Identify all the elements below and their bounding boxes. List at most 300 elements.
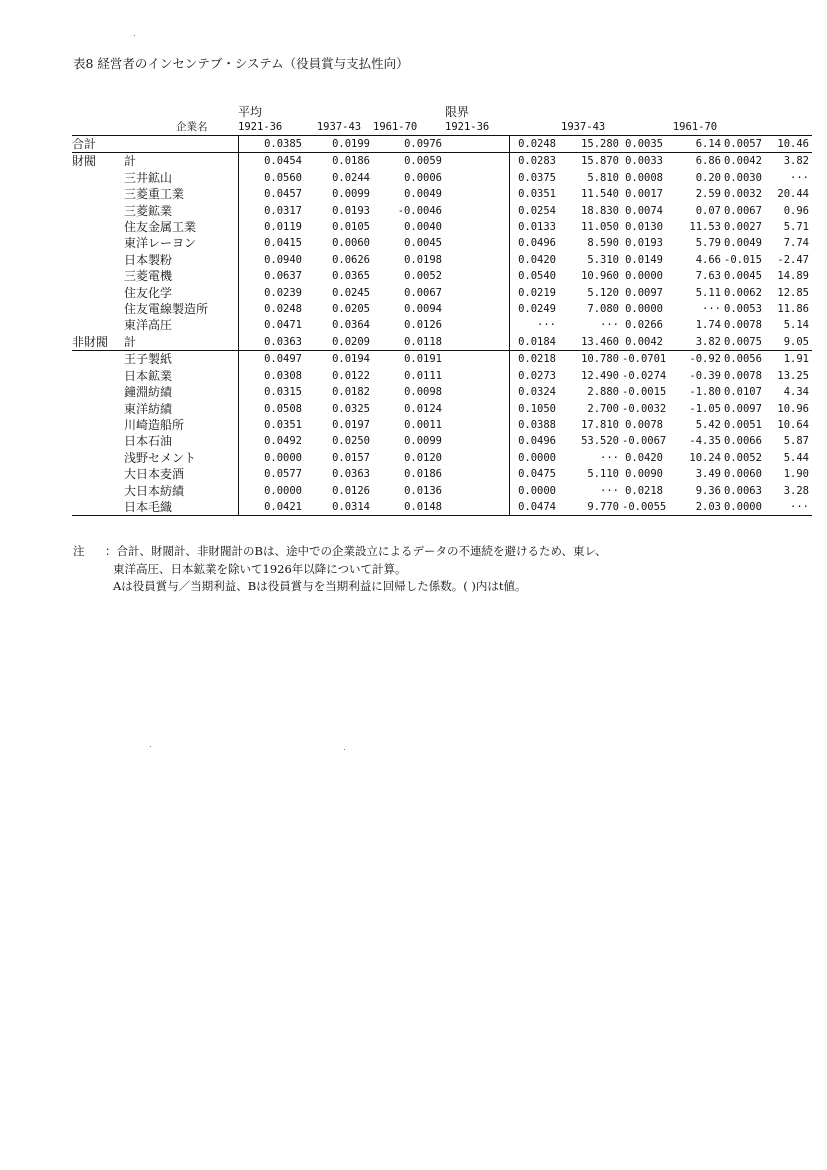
value-cell: 2.880 — [587, 386, 619, 399]
value-cell: 0.0471 — [238, 317, 305, 333]
value-cell: 0.0000 — [238, 483, 305, 499]
value-cell: 0.0385 — [238, 136, 305, 153]
value-cell: 0.0118 — [373, 334, 445, 351]
value-cell: 3.49 — [695, 468, 721, 481]
value-cell: 11.050 — [581, 221, 619, 234]
value-cell: 0.0184 — [509, 334, 559, 351]
spacer-cell — [445, 186, 509, 202]
value-cell: 0.0120 — [404, 451, 442, 464]
value-cell: 0.0060 — [332, 237, 370, 250]
spacer-cell — [445, 401, 509, 417]
value-cell: 0.0191 — [404, 353, 442, 366]
value-cell: 17.810 — [581, 418, 619, 431]
value-cell: 0.0122 — [332, 369, 370, 382]
value-cell: 5.810 — [587, 171, 619, 184]
value-cell: 0.0126 — [404, 319, 442, 332]
company-name: 東洋高圧 — [124, 318, 173, 333]
company-name: 日本鉱業 — [124, 368, 173, 383]
scan-speck — [344, 749, 345, 750]
table-row — [72, 170, 812, 186]
value-cell: 0.0420 — [509, 252, 559, 268]
value-cell: -0.92 — [689, 353, 721, 366]
value-cell: 0.0218 — [625, 484, 663, 497]
value-cell: 0.0090 — [625, 468, 663, 481]
table-row — [72, 466, 812, 482]
value-cell: ··· — [600, 451, 619, 464]
value-cell: 0.0273 — [509, 368, 559, 384]
value-cell: -0.0067 — [622, 435, 667, 448]
value-cell: 0.0042 — [724, 155, 762, 168]
table-row — [72, 433, 812, 449]
company-name: 浅野セメント — [124, 450, 197, 465]
table-row — [72, 317, 812, 333]
value-cell: 0.0560 — [238, 170, 305, 186]
value-cell: 0.0218 — [509, 351, 559, 368]
value-cell: 0.0000 — [625, 303, 663, 316]
value-cell: 0.0308 — [238, 368, 305, 384]
value-cell: 0.0126 — [332, 484, 370, 497]
spacer-cell — [445, 317, 509, 333]
value-cell: 0.0062 — [724, 286, 762, 299]
value-cell: 0.0000 — [509, 450, 559, 466]
value-cell: 0.0186 — [404, 468, 442, 481]
note-line: ：合計、財閥計、非財閥計のBは、途中での企業設立によるデータの不連続を避けるため、東レ、 — [105, 544, 607, 558]
spacer-cell — [445, 384, 509, 400]
value-cell: 0.0198 — [404, 253, 442, 266]
group-label — [72, 252, 124, 268]
value-cell: 10.960 — [581, 270, 619, 283]
value-cell: 0.0042 — [622, 334, 666, 351]
group-label — [72, 268, 124, 284]
value-cell: 0.0040 — [404, 221, 442, 234]
company-name: 計 — [124, 334, 238, 351]
value-cell: 0.0000 — [625, 270, 663, 283]
table-row — [72, 219, 812, 235]
value-cell: 0.0421 — [238, 499, 305, 516]
value-cell: 10.46 — [762, 136, 812, 153]
value-cell: 0.0250 — [332, 435, 370, 448]
group-label — [72, 170, 124, 186]
group-label — [72, 417, 124, 433]
company-name: 大日本麦酒 — [124, 467, 185, 482]
value-cell: 4.66 — [695, 253, 721, 266]
value-cell: 11.53 — [689, 221, 721, 234]
value-cell: 0.0105 — [332, 221, 370, 234]
value-cell: 0.0053 — [724, 303, 762, 316]
value-cell: -0.0046 — [397, 204, 442, 217]
value-cell: ··· — [509, 317, 559, 333]
table-row — [72, 268, 812, 284]
value-cell: 11.540 — [581, 188, 619, 201]
value-cell: 0.0033 — [625, 155, 663, 168]
group-label: 非財閥 — [72, 334, 124, 351]
value-cell: 0.0474 — [509, 499, 559, 516]
period-header: 1961-70 — [373, 119, 445, 136]
value-cell: -1.05 — [689, 402, 721, 415]
value-cell: 0.0940 — [238, 252, 305, 268]
value-cell: 0.07 — [695, 204, 721, 217]
note-mark: 注 — [73, 544, 85, 558]
value-cell: 5.310 — [587, 253, 619, 266]
scan-speck — [134, 35, 135, 36]
value-cell: 0.0577 — [238, 466, 305, 482]
value-cell: 5.11 — [695, 286, 721, 299]
spacer-cell — [445, 285, 509, 301]
value-cell: 0.0000 — [238, 450, 305, 466]
table-row — [72, 401, 812, 417]
value-cell: 0.0099 — [332, 188, 370, 201]
spacer-cell — [445, 252, 509, 268]
value-cell: 11.86 — [777, 303, 809, 316]
value-cell: 0.0008 — [625, 171, 663, 184]
company-name: 大日本紡績 — [124, 483, 185, 498]
group-label — [72, 317, 124, 333]
spacer-cell — [445, 368, 509, 384]
value-cell: 0.0540 — [509, 268, 559, 284]
value-cell: 0.0017 — [625, 188, 663, 201]
value-cell: 0.0049 — [404, 188, 442, 201]
spacer-cell — [445, 268, 509, 284]
value-cell: 5.110 — [587, 468, 619, 481]
group-label: 合計 — [72, 136, 124, 153]
value-cell: ··· — [762, 499, 812, 516]
group-label — [72, 351, 124, 368]
value-cell: 0.0315 — [238, 384, 305, 400]
value-cell: 0.0097 — [724, 402, 762, 415]
value-cell: 0.0637 — [238, 268, 305, 284]
table-row — [72, 334, 812, 351]
value-cell: 0.0508 — [238, 401, 305, 417]
company-name: 三菱鉱業 — [124, 203, 173, 218]
value-cell: -2.47 — [777, 253, 809, 266]
spacer-cell — [445, 417, 509, 433]
period-header: 1937-43 — [559, 119, 622, 136]
group-label — [72, 384, 124, 400]
company-name: 東洋紡績 — [124, 401, 173, 416]
value-cell: 0.0492 — [238, 433, 305, 449]
value-cell: 0.0324 — [509, 384, 559, 400]
company-name: 日本製粉 — [124, 252, 173, 267]
value-cell: 0.0066 — [724, 435, 762, 448]
value-cell: 0.0011 — [404, 418, 442, 431]
value-cell: 5.120 — [587, 286, 619, 299]
value-cell: 0.0457 — [238, 186, 305, 202]
group-label: 財閥 — [72, 154, 97, 169]
company-name: 三井鉱山 — [124, 170, 173, 185]
group-label — [72, 203, 124, 219]
table-row — [72, 483, 812, 499]
value-cell: 1.74 — [695, 319, 721, 332]
value-cell: -4.35 — [689, 435, 721, 448]
value-cell: 0.0030 — [724, 171, 762, 184]
value-cell: 5.14 — [783, 319, 809, 332]
company-name: 住友金属工業 — [124, 220, 197, 235]
value-cell: -0.0032 — [622, 402, 667, 415]
table-note — [73, 543, 793, 596]
value-cell: 0.0245 — [332, 286, 370, 299]
value-cell: 0.0325 — [332, 402, 370, 415]
value-cell: 10.24 — [689, 451, 721, 464]
value-cell: 0.0375 — [509, 170, 559, 186]
value-cell: 0.0000 — [509, 483, 559, 499]
value-cell: ··· — [600, 484, 619, 497]
value-cell: 0.0006 — [404, 171, 442, 184]
spacer-cell — [445, 433, 509, 449]
value-cell: 0.0130 — [625, 221, 663, 234]
value-cell: 15.870 — [581, 155, 619, 168]
table-row — [72, 153, 812, 170]
value-cell: -0.0015 — [622, 386, 667, 399]
table-body — [72, 136, 812, 516]
spacer-cell — [445, 203, 509, 219]
group-label — [72, 235, 124, 251]
value-cell: 0.0074 — [625, 204, 663, 217]
group-label — [72, 466, 124, 482]
note-body — [105, 543, 793, 596]
value-cell: 18.830 — [581, 204, 619, 217]
value-cell: 0.0197 — [332, 418, 370, 431]
value-cell: 0.0193 — [332, 204, 370, 217]
company-name: 日本石油 — [124, 434, 173, 449]
value-cell: 0.0266 — [625, 319, 663, 332]
company-name: 住友化学 — [124, 285, 173, 300]
group-label — [72, 499, 124, 516]
value-cell: 2.700 — [587, 402, 619, 415]
table-row — [72, 351, 812, 368]
table-title: 表8 経営者のインセンテブ・システム（役員賞与支払性向） — [73, 56, 409, 71]
value-cell: 0.0209 — [305, 334, 373, 351]
table-row — [72, 450, 812, 466]
value-cell: 0.0035 — [622, 136, 666, 153]
value-cell: 0.0182 — [332, 386, 370, 399]
value-cell: 0.0365 — [332, 270, 370, 283]
value-cell: 0.0497 — [238, 351, 305, 368]
value-cell: 0.0148 — [373, 499, 445, 516]
company-name: 東洋レーヨン — [124, 236, 197, 251]
company-name: 日本毛織 — [124, 499, 238, 516]
spacer-cell — [445, 450, 509, 466]
value-cell: 0.1050 — [509, 401, 559, 417]
value-cell: 0.0317 — [238, 203, 305, 219]
value-cell: 13.460 — [559, 334, 622, 351]
value-cell: 3.82 — [783, 155, 809, 168]
table-row — [72, 186, 812, 202]
value-cell: 5.42 — [695, 418, 721, 431]
spacer-cell — [445, 499, 509, 516]
value-cell: 0.0027 — [724, 221, 762, 234]
value-cell: 0.0420 — [625, 451, 663, 464]
value-cell: 8.590 — [587, 237, 619, 250]
value-cell: 14.89 — [777, 270, 809, 283]
value-cell: 0.0056 — [724, 353, 762, 366]
spacer-cell — [445, 136, 509, 153]
value-cell: 0.0049 — [724, 237, 762, 250]
value-cell: -0.0055 — [622, 499, 666, 516]
value-cell: 0.0254 — [509, 203, 559, 219]
value-cell: 5.79 — [695, 237, 721, 250]
value-cell: 0.0078 — [724, 369, 762, 382]
value-cell: 0.0186 — [332, 155, 370, 168]
value-cell: 0.0099 — [404, 435, 442, 448]
value-cell: 0.0351 — [238, 417, 305, 433]
value-cell: ··· — [600, 319, 619, 332]
value-cell: 0.0199 — [305, 136, 373, 153]
value-cell: 0.0032 — [724, 188, 762, 201]
value-cell: 0.0067 — [404, 286, 442, 299]
value-cell: 4.34 — [783, 386, 809, 399]
value-cell: 7.74 — [783, 237, 809, 250]
spacer-cell — [445, 483, 509, 499]
value-cell: 0.0078 — [625, 418, 663, 431]
value-cell: 10.64 — [777, 418, 809, 431]
group-label — [72, 401, 124, 417]
table-row — [72, 285, 812, 301]
value-cell: 1.90 — [783, 468, 809, 481]
value-cell: 7.080 — [587, 303, 619, 316]
scan-speck — [150, 746, 151, 747]
spacer-cell — [445, 219, 509, 235]
group-label — [72, 219, 124, 235]
value-cell: 0.0136 — [404, 484, 442, 497]
value-cell: 0.0976 — [373, 136, 445, 153]
value-cell: 0.0063 — [724, 484, 762, 497]
value-cell: 5.71 — [783, 221, 809, 234]
value-cell: 0.0075 — [724, 334, 762, 351]
value-cell: 0.0094 — [404, 303, 442, 316]
value-cell: 0.0496 — [509, 433, 559, 449]
value-cell: 0.0219 — [509, 285, 559, 301]
value-cell: 0.20 — [695, 171, 721, 184]
spacer-cell — [445, 351, 509, 368]
value-cell: 0.0363 — [332, 468, 370, 481]
value-cell: 0.0244 — [332, 171, 370, 184]
company-name: 三菱電機 — [124, 269, 173, 284]
value-cell: 0.0067 — [724, 204, 762, 217]
value-cell: 0.0194 — [332, 353, 370, 366]
value-cell: 0.0107 — [724, 386, 762, 399]
value-cell: 10.96 — [777, 402, 809, 415]
value-cell: 0.0045 — [724, 270, 762, 283]
value-cell: 0.0248 — [238, 301, 305, 317]
value-cell: 0.0314 — [305, 499, 373, 516]
spacer-cell — [445, 301, 509, 317]
group-label — [72, 483, 124, 499]
spacer-cell — [445, 153, 509, 170]
table-row — [72, 417, 812, 433]
table-row — [72, 235, 812, 251]
period-header: 1921-36 — [238, 119, 305, 136]
table-row — [72, 368, 812, 384]
value-cell: 9.36 — [695, 484, 721, 497]
value-cell: 0.0051 — [724, 418, 762, 431]
value-cell: 1.91 — [783, 353, 809, 366]
value-cell: 0.0133 — [509, 219, 559, 235]
table-row — [72, 499, 812, 516]
company-name: 王子製紙 — [124, 352, 173, 367]
spacer-cell — [445, 466, 509, 482]
spacer-cell — [445, 170, 509, 186]
value-cell: 0.0351 — [509, 186, 559, 202]
period-header: 1937-43 — [305, 119, 373, 136]
value-cell: 0.0248 — [509, 136, 559, 153]
value-cell: -0.0274 — [622, 369, 667, 382]
value-cell: 0.0388 — [509, 417, 559, 433]
value-cell: 0.0052 — [724, 451, 762, 464]
company-name: 川崎造船所 — [124, 417, 185, 432]
spacer-cell — [445, 334, 509, 351]
incentive-table — [72, 105, 812, 516]
note-line: 東洋高圧、日本鉱業を除いて1926年以降について計算。 — [113, 561, 407, 576]
value-cell: 0.0000 — [724, 499, 762, 516]
value-cell: 5.44 — [783, 451, 809, 464]
company-name: 三菱重工業 — [124, 187, 185, 202]
value-cell: 0.0097 — [625, 286, 663, 299]
value-cell: 0.0626 — [332, 253, 370, 266]
table-row — [72, 301, 812, 317]
company-name: 鐘淵紡績 — [124, 385, 173, 400]
value-cell: 0.0193 — [625, 237, 663, 250]
value-cell: 2.59 — [695, 188, 721, 201]
value-cell: 0.0283 — [509, 153, 559, 170]
value-cell: 0.0454 — [238, 153, 305, 170]
value-cell: 6.86 — [695, 155, 721, 168]
value-cell: -0.0701 — [622, 353, 667, 366]
value-cell: 0.0111 — [404, 369, 442, 382]
value-cell: 15.280 — [559, 136, 622, 153]
group-label — [72, 450, 124, 466]
value-cell: 0.0052 — [404, 270, 442, 283]
table-row — [72, 203, 812, 219]
company-name-header: 企業名 — [124, 119, 238, 136]
value-cell: 10.780 — [581, 353, 619, 366]
value-cell: 13.25 — [777, 369, 809, 382]
value-cell: 0.0098 — [404, 386, 442, 399]
note-line: Aは役員賞与／当期利益、Bは役員賞与を当期利益に回帰した係数。( )内はt値。 — [113, 579, 527, 593]
value-cell: 0.0249 — [509, 301, 559, 317]
group-label — [72, 368, 124, 384]
group-label — [72, 285, 124, 301]
value-cell: 0.0475 — [509, 466, 559, 482]
value-cell: -0.39 — [689, 369, 721, 382]
period-header: 1961-70 — [666, 119, 724, 136]
value-cell: 0.0239 — [238, 285, 305, 301]
value-cell: 12.490 — [581, 369, 619, 382]
value-cell: 0.0415 — [238, 235, 305, 251]
value-cell: 3.82 — [666, 334, 724, 351]
value-cell: 0.0045 — [404, 237, 442, 250]
value-cell: 0.0363 — [238, 334, 305, 351]
value-cell: 0.0057 — [724, 136, 762, 153]
value-cell: 12.85 — [777, 286, 809, 299]
table-row — [72, 252, 812, 268]
company-name: 住友電線製造所 — [124, 302, 209, 317]
value-cell: ··· — [702, 303, 721, 316]
value-cell: 0.0364 — [332, 319, 370, 332]
period-header: 1921-36 — [445, 119, 509, 136]
table-row — [72, 384, 812, 400]
value-cell: 53.520 — [581, 435, 619, 448]
value-cell: 0.0157 — [332, 451, 370, 464]
spacer-cell — [445, 235, 509, 251]
company-name — [124, 136, 238, 153]
value-cell: 0.0496 — [509, 235, 559, 251]
value-cell: 20.44 — [777, 188, 809, 201]
value-cell: ··· — [790, 171, 809, 184]
value-cell: 9.05 — [762, 334, 812, 351]
value-cell: 0.0060 — [724, 468, 762, 481]
value-cell: -0.015 — [724, 253, 762, 266]
value-cell: 0.0205 — [332, 303, 370, 316]
